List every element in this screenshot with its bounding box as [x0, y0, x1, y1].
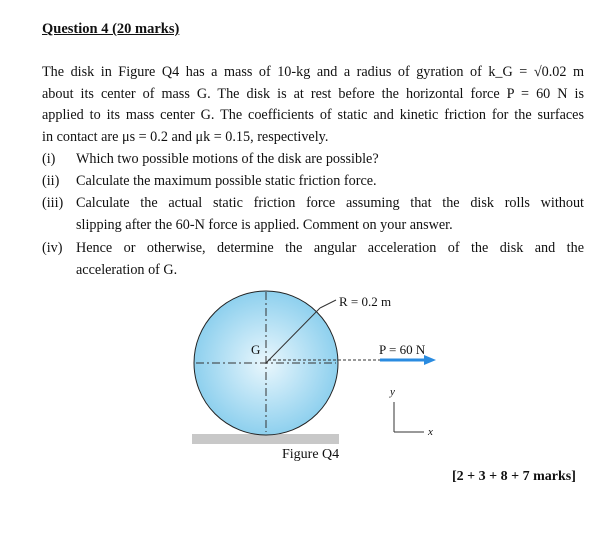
radius-leader: [320, 300, 336, 308]
marks-breakdown: [2 + 3 + 8 + 7 marks]: [452, 469, 576, 484]
part-text: acceleration of G.: [76, 261, 178, 278]
part-text: Hence or otherwise, determine the angular acceleration of the disk and the: [76, 240, 584, 256]
part-number: (ii): [42, 173, 60, 189]
question-title: Question 4 (20 marks): [42, 21, 180, 37]
part-number: (iii): [42, 195, 64, 211]
part-text: Calculate the maximum possible static friction force.: [76, 173, 377, 189]
intro-line-1: The disk in Figure Q4 has a mass of 10-kg and a radius of gyration of k_G = √0.02 m: [42, 64, 584, 80]
y-axis-label: y: [390, 386, 395, 398]
radius-label: R = 0.2 m: [339, 294, 392, 309]
part-number: (i): [42, 151, 56, 167]
part-number: (iv): [42, 240, 63, 256]
figure-caption: Figure Q4: [282, 447, 340, 462]
force-label: P = 60 N: [379, 342, 426, 357]
intro-line-4: in contact are μs = 0.2 and μk = 0.15, respectively.: [42, 128, 329, 145]
part-text: slipping after the 60-N force is applied. Comment on your answer.: [76, 216, 453, 233]
force-arrow-head: [424, 355, 436, 365]
ground-surface: [192, 434, 339, 444]
center-label: G: [251, 342, 261, 357]
part-text: Which two possible motions of the disk are possible?: [76, 151, 379, 167]
intro-line-3: applied to its mass center G. The coefficients of static and kinetic friction for the surfaces: [42, 107, 584, 123]
intro-line-2: about its center of mass G. The disk is at rest before the horizontal force P = 60 N is: [42, 85, 584, 102]
part-text: Calculate the actual static friction force assuming that the disk rolls without: [76, 195, 584, 211]
x-axis-label: x: [428, 426, 433, 438]
